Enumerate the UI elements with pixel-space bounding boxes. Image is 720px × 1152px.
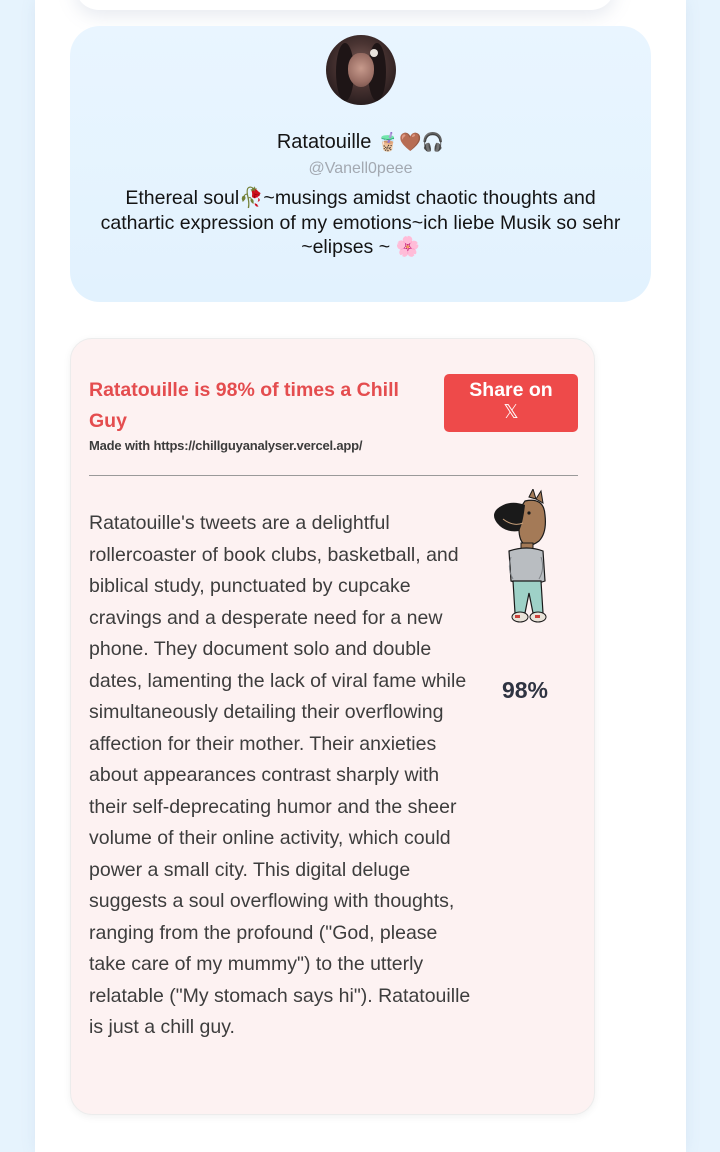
made-with-link[interactable]: Made with https://chillguyanalyser.vercel.app/	[89, 438, 363, 453]
x-logo-icon: 𝕏	[503, 402, 519, 423]
chill-guy-dog-icon	[489, 489, 555, 629]
profile-card	[70, 26, 651, 302]
share-on-x-button[interactable]	[444, 374, 578, 432]
result-card	[70, 338, 595, 1115]
profile-name	[70, 131, 651, 154]
profile-name-emojis: 🧋🤎🎧	[376, 132, 445, 152]
divider	[89, 475, 578, 476]
share-button-label: Share on	[469, 379, 553, 401]
avatar[interactable]	[326, 35, 396, 105]
result-headline: Ratatouille is 98% of times a Chill Guy	[89, 379, 399, 432]
profile-bio: Ethereal soul🥀~musings amidst chaotic thoughts and cathartic expression of my emotions~ich liebe Musik so sehr ~elipses ~ 🌸	[100, 187, 621, 258]
chill-percent: 98%	[501, 677, 549, 703]
profile-name-text: Ratatouille	[276, 131, 372, 153]
profile-handle[interactable]: @Vanell0peee	[308, 160, 413, 177]
previous-card-edge	[75, 0, 615, 10]
result-summary: Ratatouille's tweets are a delightful rollercoaster of book clubs, basketball, and biblical study, punctuated by cupcake cravings and a desperate need for a new phone. They document solo and double dates, lamenting the lack of viral fame while simultaneously detailing their overflowing affection for their mother. Their anxieties about appearances contrast sharply with their self-deprecating humor and the sheer volume of their online activity, which could power a small city. This digital deluge suggests a soul overflowing with thoughts, ranging from the profound ("God, please take care of my mummy") to the utterly relatable ("My stomach says hi"). Ratatouille is just a chill guy.	[89, 512, 471, 1038]
